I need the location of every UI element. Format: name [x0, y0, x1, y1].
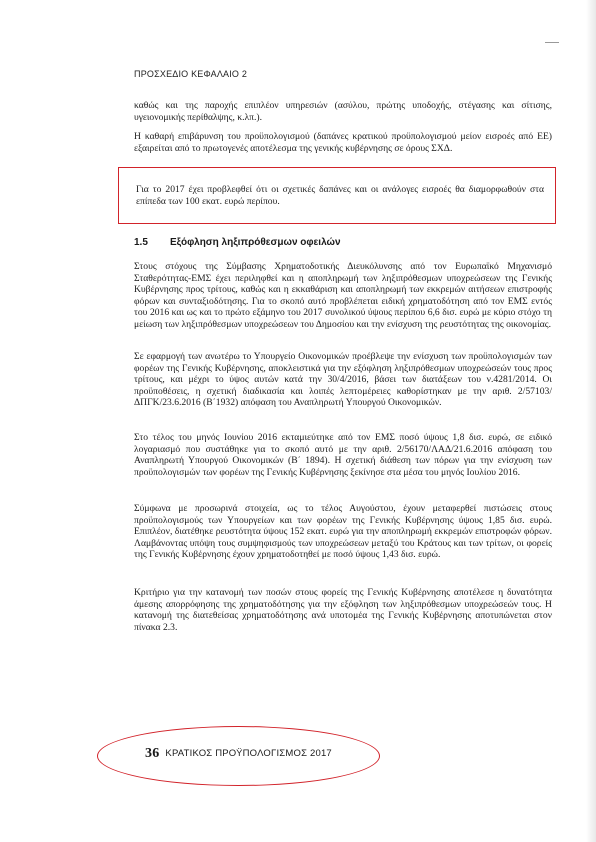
footer-title: ΚΡΑΤΙΚΟΣ ΠΡΟΫΠΟΛΟΓΙΣΜΟΣ 2017 — [165, 748, 332, 759]
running-header: ΠΡΟΣΧΕΔΙΟ ΚΕΦΑΛΑΙΟ 2 — [134, 69, 248, 79]
section-heading — [134, 237, 341, 248]
paragraph-services: καθώς και της παροχής επιπλέον υπηρεσιών (ασύλου, πρώτης υποδοχής, στέγασης και σίτισης, υγειονομικής περίθαλψης, κ.λπ.). — [134, 100, 552, 123]
paragraph-2017-forecast: Για το 2017 έχει προβλεφθεί ότι οι σχετικές δαπάνες και οι ανάλογες εισροές θα διαμορφωθούν στα επίπεδα των 100 εκατ. ευρώ περίπου. — [136, 184, 544, 207]
paragraph-net-burden: Η καθαρή επιβάρυνση του προϋπολογισμού (δαπάνες κρατικού προϋπολογισμού μείον εισροές από ΕΕ) εξαιρείται από το πρωτογενές αποτέλεσμα της γενικής κυβέρνησης σε όρους ΣΧΔ. — [134, 131, 552, 154]
paragraph-june-disbursement: Στο τέλος του μηνός Ιουνίου 2016 εκταμιεύτηκε από τον ΕΜΣ ποσό ύψους 1,8 δισ. ευρώ, σε ειδικό λογαριασμό που συστάθηκε για το σκοπό αυτό με την αριθ. 2/56170/ΛΑΔ/21.6.2016 απόφαση του Αναπληρωτή Υπουργού Οικονομικών (Β΄ 1894). Η σχετική διάθεση των πόρων για την ενίσχυση των προϋπολογισμών των φορέων της Γενικής Κυβέρνησης ξεκίνησε στα μέσα του μηνός Ιουλίου 2016. — [134, 432, 552, 478]
section-title: Εξόφληση ληξιπρόθεσμων οφειλών — [170, 237, 341, 248]
page-footer — [145, 746, 332, 762]
corner-mark — [545, 30, 559, 43]
paragraph-ministry-budget: Σε εφαρμογή των ανωτέρω το Υπουργείο Οικονομικών προέβλεψε την ενίσχυση των προϋπολογισμών των φορέων της Γενικής Κυβέρνησης, αποκλειστικά για την εξόφληση ληξιπρόθεσμων υποχρεώσεών τους προς τρίτους, και μέχρι το ύψος αυτών κατά την 30/4/2016, βάσει των διατάξεων του ν.4281/2014. Οι προϋποθέσεις, η σχετική διαδικασία και λοιπές λεπτομέρειες καθορίστηκαν με την αριθ. 2/57103/ΔΠΓΚ/23.6.2016 (Β΄1932) απόφαση του Αναπληρωτή Υπουργού Οικονομικών. — [134, 351, 552, 409]
page-number: 36 — [145, 746, 160, 761]
paragraph-esm-goals: Στους στόχους της Σύμβασης Χρηματοδοτικής Διευκόλυνσης από τον Ευρωπαϊκό Μηχανισμό Σταθερότητας-ΕΜΣ έχει περιληφθεί και η αποπληρωμή των ληξιπρόθεσμων υποχρεώσεων της Γενικής Κυβέρνησης προς τρίτους, καθώς και η εκκαθάριση και αποπληρωμή των εκκρεμών αιτήσεων επιστροφής φόρων και συνταξιοδότησης. Για το σκοπό αυτό προβλέπεται ειδική χρηματοδότηση από τον ΕΜΣ εντός του 2016 και ως και το πρώτο εξάμηνο του 2017 συνολικού ύψους περίπου 6,6 δισ. ευρώ με κύριο στόχο τη μείωση των ληξιπρόθεσμων υποχρεώσεων του Δημοσίου και την ενίσχυση της ρευστότητας της οικονομίας. — [134, 261, 552, 330]
paragraph-provisional-data: Σύμφωνα με προσωρινά στοιχεία, ως το τέλος Αυγούστου, έχουν μεταφερθεί πιστώσεις στους προϋπολογισμούς των Υπουργείων και των φορέων της Γενικής Κυβέρνησης ύψους 1,85 δισ. ευρώ. Επιπλέον, διατέθηκε ρευστότητα ύψους 152 εκατ. ευρώ για την αποπληρωμή εκκρεμών επιστροφών φόρων. Λαμβάνοντας υπόψη τους συμψηφισμούς των υποχρεώσεων μεταξύ του Κράτους και των τρίτων, οι φορείς της Γενικής Κυβέρνησης έχουν χρηματοδοτηθεί με ποσό ύψους 1,43 δισ. ευρώ. — [134, 503, 552, 561]
scan-edge-shadow — [586, 0, 596, 842]
section-number: 1.5 — [134, 237, 148, 248]
paragraph-allocation-criterion: Κριτήριο για την κατανομή των ποσών στους φορείς της Γενικής Κυβέρνησης αποτέλεσε η δυνατότητα άμεσης απορρόφησης της χρηματοδότησης για την εξόφληση των ληξιπρόθεσμων υποχρεώσεών τους. Η κατανομή της διατεθείσας χρηματοδότησης ανά υποτομέα της Γενικής Κυβέρνησης αποτυπώνεται στον πίνακα 2.3. — [134, 587, 552, 633]
